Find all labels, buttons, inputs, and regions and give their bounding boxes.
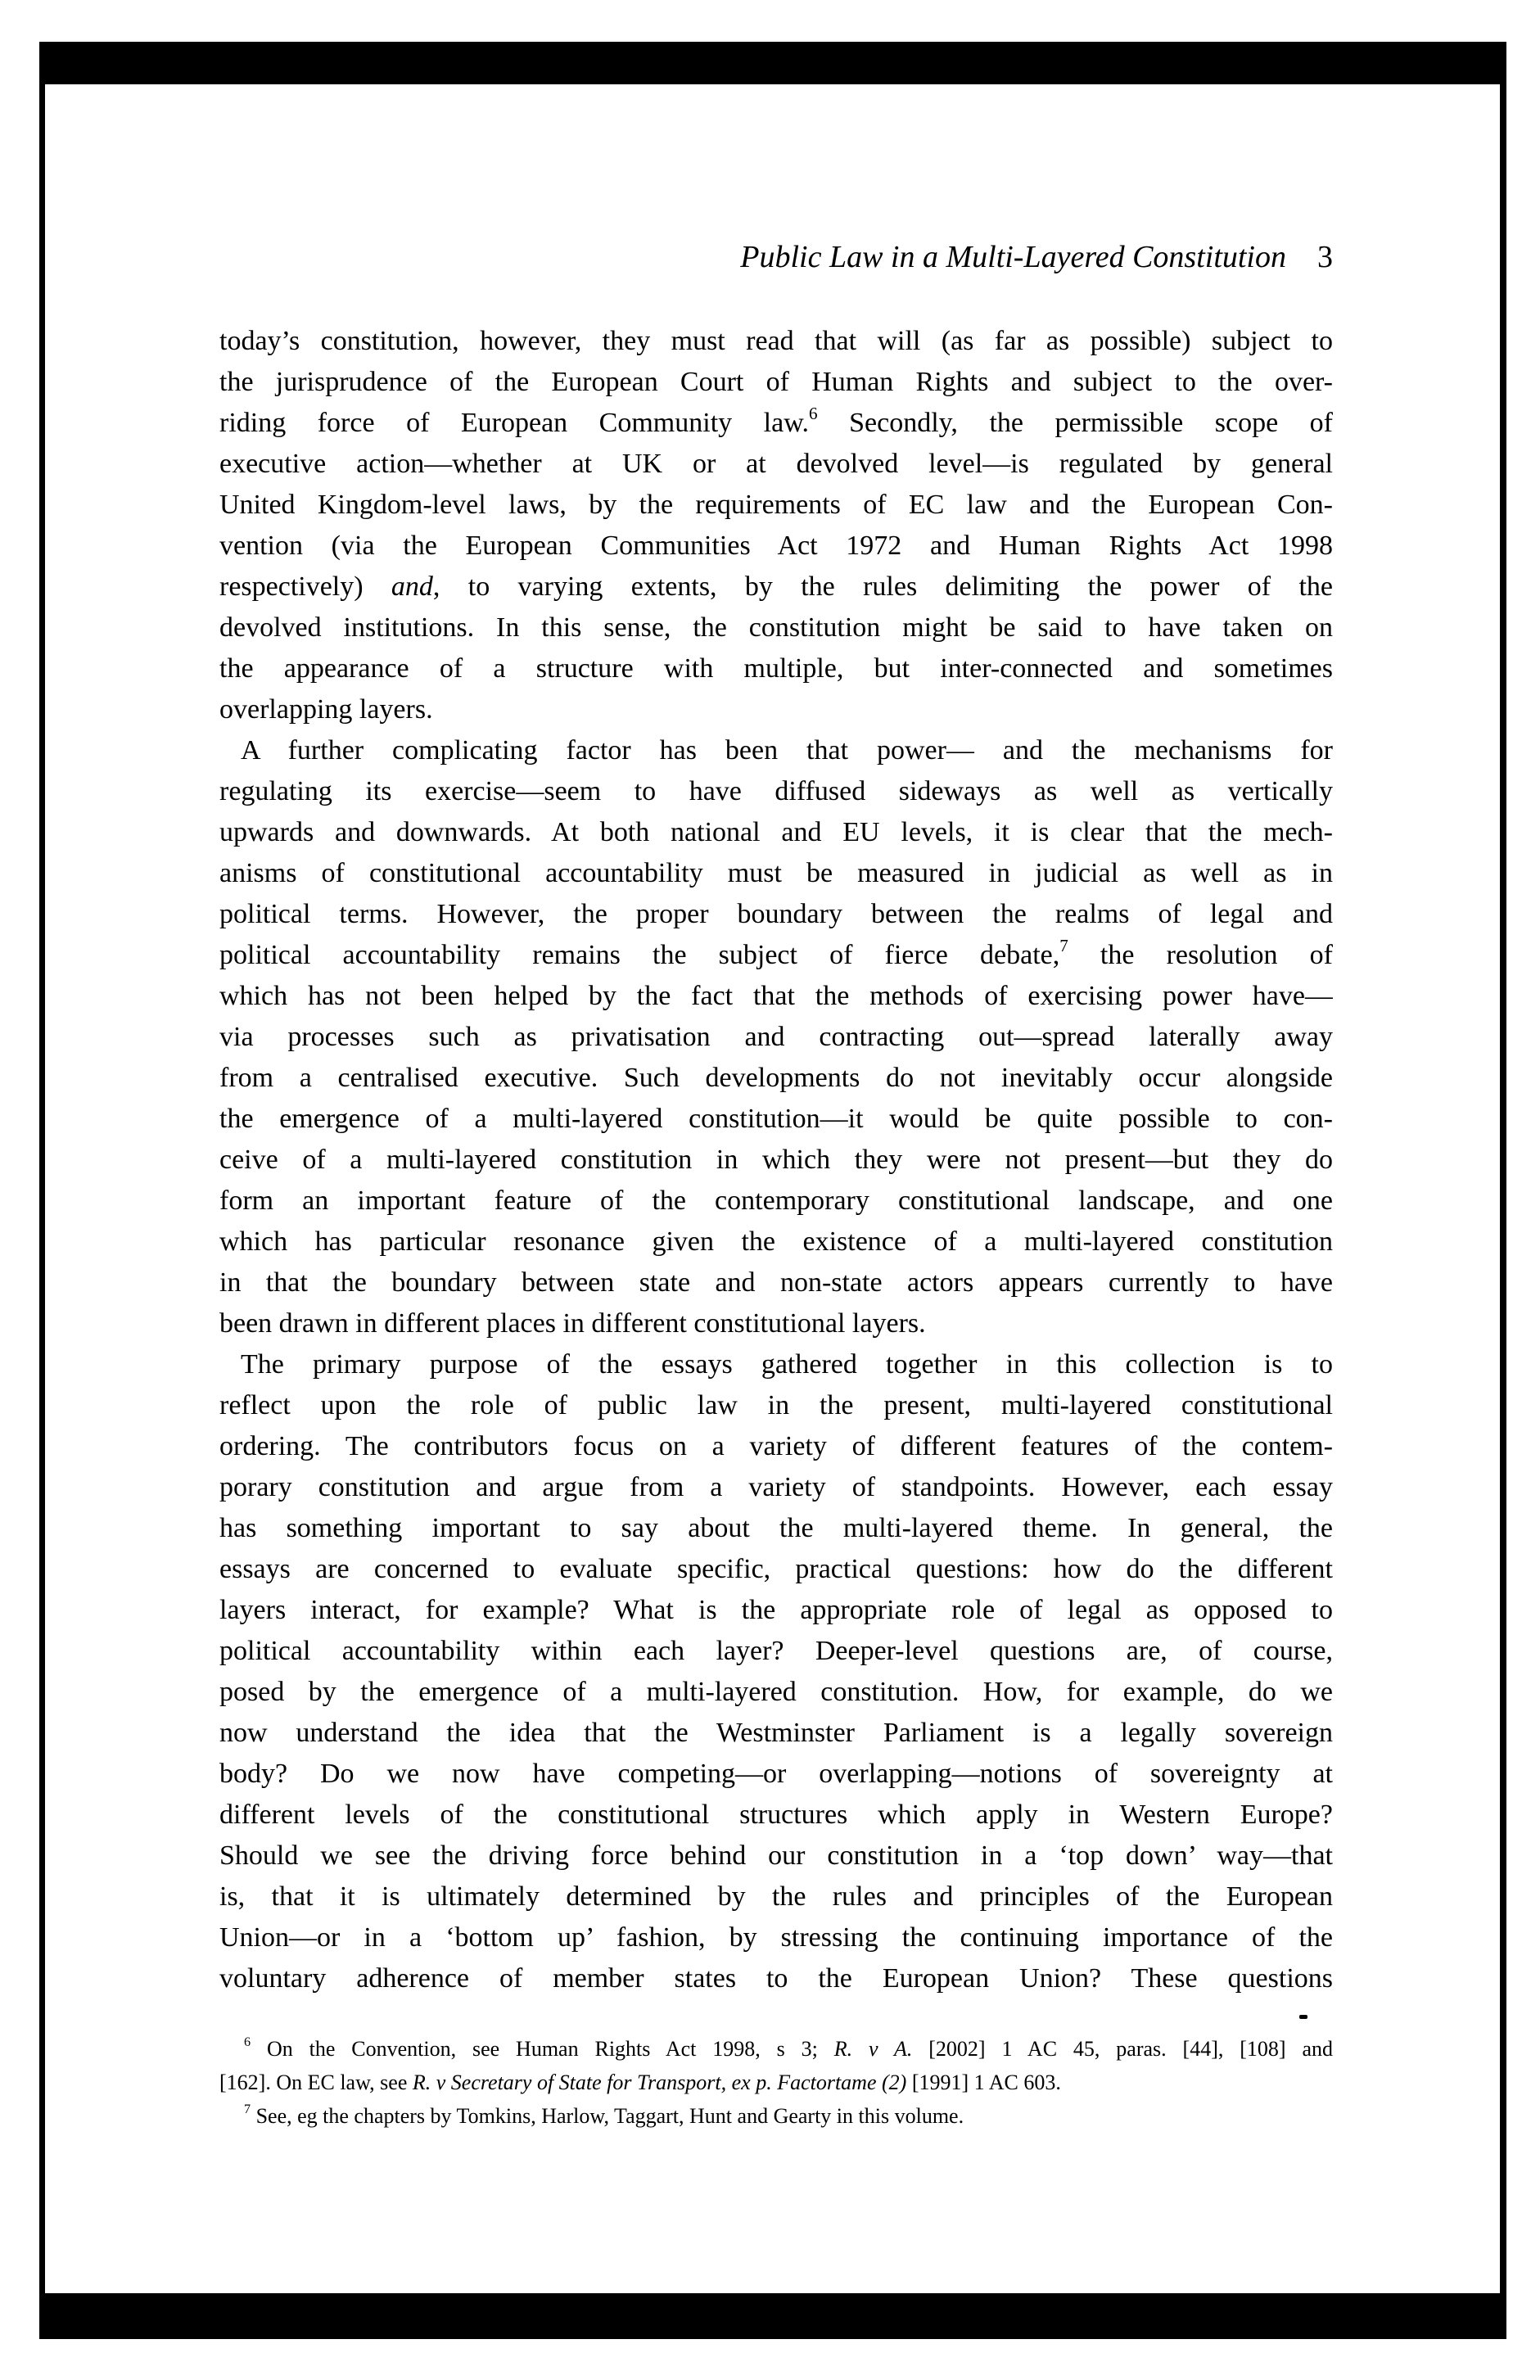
text-run: A further complicating factor has been that power— and the mechanisms for [241, 735, 1333, 765]
text-run: overlapping layers. [219, 694, 433, 725]
text-run: political accountability remains the subject of fierce debate, [219, 940, 1060, 970]
italic-text-run: and [391, 571, 433, 602]
text-run: the appearance of a structure with multiple, but inter-connected and sometimes [219, 653, 1333, 684]
text-run: different levels of the constitutional structures which apply in Western Europe? [219, 1800, 1333, 1830]
text-run: Secondly, the permissible scope of [817, 408, 1333, 438]
text-run: Should we see the driving force behind our constitution in a ‘top down’ way—that [219, 1840, 1333, 1871]
text-run: been drawn in different places in different constitutional layers. [219, 1308, 926, 1339]
body-text [219, 321, 1333, 1999]
body-line [219, 648, 1333, 689]
body-line [219, 1140, 1333, 1181]
footnote-marker: 7 [1059, 936, 1068, 956]
body-line [219, 1590, 1333, 1631]
body-line [219, 1385, 1333, 1426]
text-run: , to varying extents, by the rules delimiting the power of the [432, 571, 1333, 602]
running-header [219, 239, 1333, 275]
text-run: reflect upon the role of public law in the present, multi-layered constitutional [219, 1390, 1333, 1420]
footnote-line [219, 2066, 1333, 2099]
body-line [219, 1754, 1333, 1795]
text-run: today’s constitution, however, they must read that will (as far as possible) subject to [219, 326, 1333, 356]
body-line [219, 1631, 1333, 1672]
text-run: See, eg the chapters by Tomkins, Harlow, Taggart, Hunt and Gearty in this volume. [251, 2104, 964, 2128]
body-line [219, 853, 1333, 894]
body-line [219, 1836, 1333, 1876]
text-run: United Kingdom-level laws, by the requirements of EC law and the European Con- [219, 490, 1333, 520]
paragraph [219, 321, 1333, 730]
body-line [219, 1017, 1333, 1058]
body-line [219, 1795, 1333, 1836]
text-run: in that the boundary between state and non-state actors appears currently to have [219, 1267, 1333, 1298]
text-run: which has particular resonance given the existence of a multi-layered constitution [219, 1226, 1333, 1257]
text-run: executive action—whether at UK or at devolved level—is regulated by general [219, 449, 1333, 479]
text-run: the resolution of [1068, 940, 1333, 970]
text-run: political terms. However, the proper boundary between the realms of legal and [219, 899, 1333, 929]
text-run: [1991] 1 AC 603. [906, 2071, 1061, 2094]
body-line [219, 1099, 1333, 1140]
body-line [219, 1672, 1333, 1713]
body-line [219, 1426, 1333, 1467]
body-line [219, 935, 1333, 976]
body-line [219, 730, 1333, 771]
body-line [219, 1262, 1333, 1303]
body-line [219, 1181, 1333, 1222]
text-run: respectively) [219, 571, 391, 602]
text-run: via processes such as privatisation and contracting out—spread laterally away [219, 1022, 1333, 1052]
body-line [219, 1508, 1333, 1549]
text-run: [162]. On EC law, see [219, 2071, 413, 2094]
footnotes [219, 2032, 1333, 2133]
footnote-marker: 6 [809, 404, 818, 424]
body-line [219, 444, 1333, 485]
footnote-line [219, 2099, 1333, 2133]
body-line [219, 607, 1333, 648]
text-run: The primary purpose of the essays gathered together in this collection is to [241, 1349, 1333, 1380]
text-run: layers interact, for example? What is the appropriate role of legal as opposed to [219, 1595, 1333, 1625]
body-line [219, 526, 1333, 567]
body-line [219, 1917, 1333, 1958]
paragraph [219, 1344, 1333, 1999]
text-run: ceive of a multi-layered constitution in which they were not present—but they do [219, 1145, 1333, 1175]
body-line [219, 1303, 1333, 1344]
text-run: from a centralised executive. Such developments do not inevitably occur alongside [219, 1063, 1333, 1093]
body-line [219, 1467, 1333, 1508]
body-line [219, 1958, 1333, 1999]
text-run: ordering. The contributors focus on a variety of different features of the contem- [219, 1431, 1333, 1461]
text-run: body? Do we now have competing—or overlapping—notions of sovereignty at [219, 1759, 1333, 1789]
text-run: which has not been helped by the fact that the methods of exercising power have— [219, 981, 1333, 1011]
text-run: the jurisprudence of the European Court of Human Rights and subject to the over- [219, 367, 1333, 397]
italic-text-run: R. v Secretary of State for Transport, ex p. Factortame (2) [412, 2071, 907, 2094]
text-run: vention (via the European Communities Act 1972 and Human Rights Act 1998 [219, 531, 1333, 561]
text-run: the emergence of a multi-layered constitution—it would be quite possible to con- [219, 1104, 1333, 1134]
body-line [219, 1222, 1333, 1262]
text-run: devolved institutions. In this sense, the constitution might be said to have taken on [219, 612, 1333, 643]
text-run: anisms of constitutional accountability must be measured in judicial as well as in [219, 858, 1333, 888]
text-run: voluntary adherence of member states to the European Union? These questions [219, 1963, 1333, 1994]
body-line [219, 362, 1333, 403]
body-line [219, 976, 1333, 1017]
text-run: [2002] 1 AC 45, paras. [44], [108] and [912, 2037, 1333, 2061]
running-header-title: Public Law in a Multi-Layered Constitution [740, 240, 1286, 274]
page-number: 3 [1317, 240, 1333, 274]
body-line [219, 321, 1333, 362]
body-line [219, 1876, 1333, 1917]
body-line [219, 689, 1333, 730]
body-line [219, 567, 1333, 607]
text-run: Union—or in a ‘bottom up’ fashion, by stressing the continuing importance of the [219, 1922, 1333, 1953]
paragraph [219, 730, 1333, 1344]
text-run: posed by the emergence of a multi-layered constitution. How, for example, do we [219, 1677, 1333, 1707]
body-line [219, 403, 1333, 444]
text-run: has something important to say about the multi-layered theme. In general, the [219, 1513, 1333, 1543]
body-line [219, 485, 1333, 526]
footnote-marker: 7 [244, 2102, 251, 2117]
footnote-marker: 6 [244, 2035, 251, 2050]
text-run: political accountability within each layer? Deeper-level questions are, of course, [219, 1636, 1333, 1666]
text-run: upwards and downwards. At both national and EU levels, it is clear that the mech- [219, 817, 1333, 847]
text-run: now understand the idea that the Westminster Parliament is a legally sovereign [219, 1718, 1333, 1748]
body-line [219, 1058, 1333, 1099]
body-line [219, 1344, 1333, 1385]
text-run: is, that it is ultimately determined by the rules and principles of the European [219, 1881, 1333, 1912]
text-run: form an important feature of the contemporary constitutional landscape, and one [219, 1185, 1333, 1216]
text-run: On the Convention, see Human Rights Act 1998, s 3; [251, 2037, 834, 2061]
footnote-line [219, 2032, 1333, 2066]
body-line [219, 894, 1333, 935]
text-run: riding force of European Community law. [219, 408, 810, 438]
body-line [219, 812, 1333, 853]
body-line [219, 1713, 1333, 1754]
italic-text-run: R. v A. [833, 2037, 913, 2061]
body-line [219, 771, 1333, 812]
text-run: regulating its exercise—seem to have diffused sideways as well as vertically [219, 776, 1333, 806]
scan-artifact-speck [1299, 2015, 1307, 2019]
text-run: essays are concerned to evaluate specific, practical questions: how do the different [219, 1554, 1333, 1584]
body-line [219, 1549, 1333, 1590]
text-run: porary constitution and argue from a variety of standpoints. However, each essay [219, 1472, 1333, 1502]
